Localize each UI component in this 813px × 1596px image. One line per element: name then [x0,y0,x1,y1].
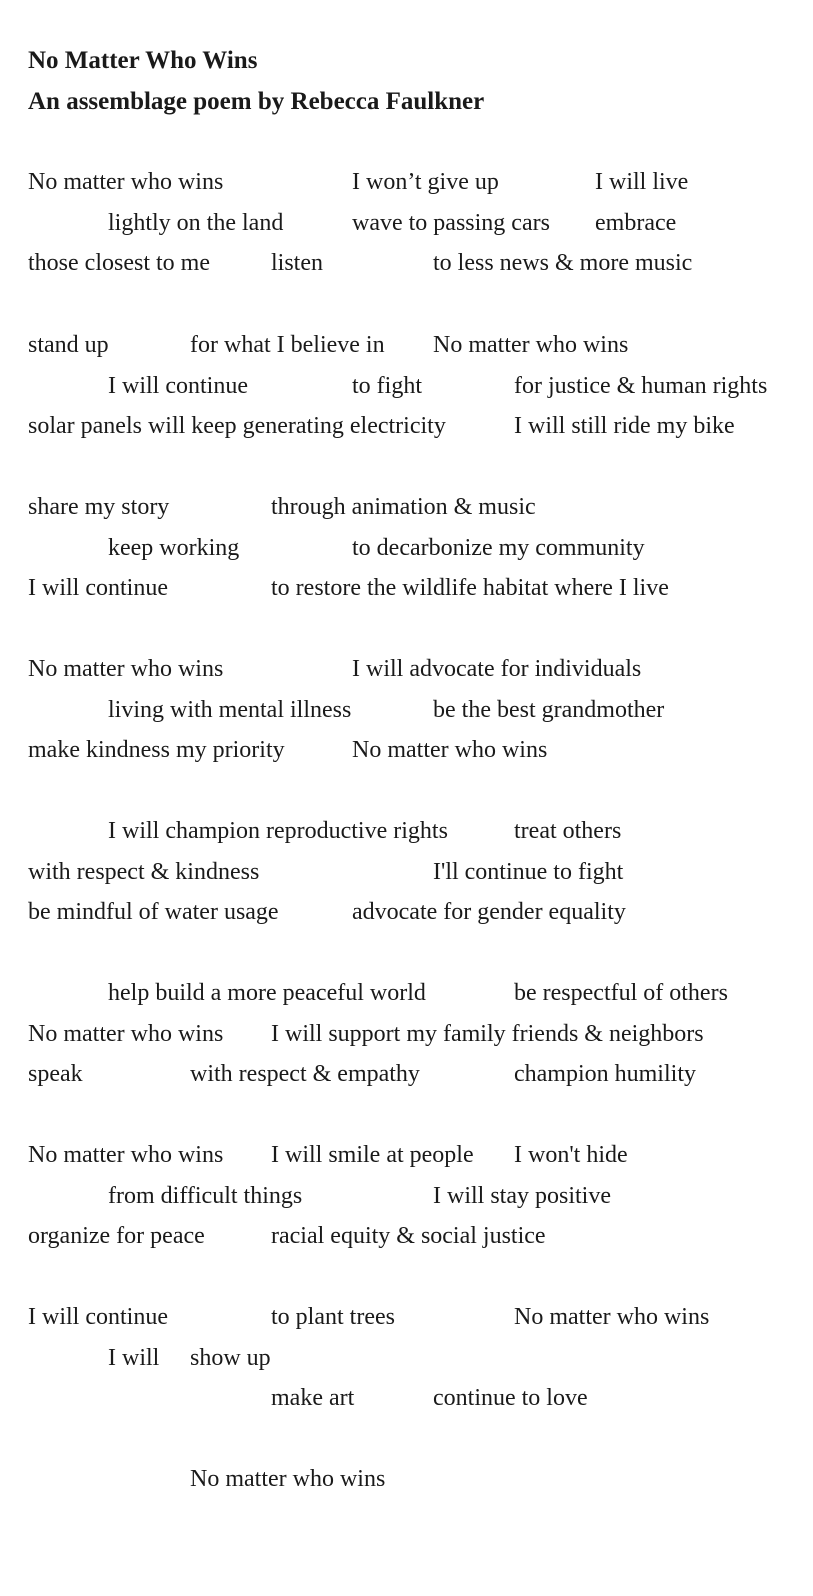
poem-subtitle: An assemblage poem by Rebecca Faulkner [28,88,485,115]
poem-fragment: continue to love [433,1385,588,1411]
poem-fragment: help build a more peaceful world [108,980,426,1006]
poem-fragment: racial equity & social justice [271,1223,546,1249]
poem-fragment: to fight [352,372,422,399]
poem-fragment: make art [271,1385,355,1411]
poem-fragment: solar panels will keep generating electricity [28,413,446,439]
poem-fragment: speak [28,1061,83,1087]
poem-fragment: No matter who wins [433,332,629,358]
poem-fragment: for what I believe in [190,332,385,358]
poem-fragment: I will smile at people [271,1142,474,1168]
poem-fragment: through animation & music [271,494,536,520]
poem-fragment: I will continue [28,575,168,601]
poem-fragment: I will still ride my bike [514,413,735,439]
poem-fragment: be the best grandmother [433,696,665,723]
poem-fragment: be mindful of water usage [28,899,279,925]
poem-fragment: with respect & kindness [28,858,260,885]
poem-fragment: make kindness my priority [28,737,285,763]
poem-fragment: organize for peace [28,1223,205,1249]
poem-fragment: listen [271,250,323,276]
poem-fragment: I will continue [108,372,248,399]
poem-fragment: I will [108,1344,160,1371]
poem-fragment: champion humility [514,1061,696,1087]
poem-fragment: living with mental illness [108,696,352,723]
poem-fragment: show up [190,1344,271,1371]
poem-fragment: to restore the wildlife habitat where I live [271,575,669,601]
poem-fragment: No matter who wins [28,1020,224,1047]
poem-fragment: from difficult things [108,1182,303,1209]
poem-fragment: advocate for gender equality [352,899,626,925]
poem-fragment: No matter who wins [28,169,224,195]
poem-fragment: No matter who wins [190,1466,386,1492]
poem-fragment: I will stay positive [433,1182,611,1209]
poem-fragment: to less news & more music [433,250,693,276]
poem-fragment: to decarbonize my community [352,534,645,561]
poem-fragment: No matter who wins [514,1304,710,1330]
poem-fragment: with respect & empathy [190,1061,420,1087]
poem-fragment: I will advocate for individuals [352,656,642,682]
poem-fragment: No matter who wins [352,737,548,763]
poem-title: No Matter Who Wins [28,47,258,74]
poem-fragment: stand up [28,332,109,358]
poem-fragment: for justice & human rights [514,372,768,399]
poem-fragment: to plant trees [271,1304,395,1330]
poem-fragment: those closest to me [28,250,210,276]
poem-fragment: lightly on the land [108,209,284,236]
poem-fragment: keep working [108,534,240,561]
poem-fragment: I will champion reproductive rights [108,818,448,844]
poem-fragment: No matter who wins [28,1142,224,1168]
poem-fragment: I will live [595,169,689,195]
poem-fragment: embrace [595,209,677,236]
poem-fragment: I won’t give up [352,169,499,195]
poem-fragment: I will continue [28,1304,168,1330]
poem-fragment: No matter who wins [28,656,224,682]
poem-fragment: I will support my family friends & neighbors [271,1020,704,1047]
poem-fragment: I won't hide [514,1142,628,1168]
poem-fragment: treat others [514,818,622,844]
poem-fragment: share my story [28,494,170,520]
poem-fragment: be respectful of others [514,980,728,1006]
poem-fragment: wave to passing cars [352,209,550,236]
poem-fragment: I'll continue to fight [433,858,624,885]
